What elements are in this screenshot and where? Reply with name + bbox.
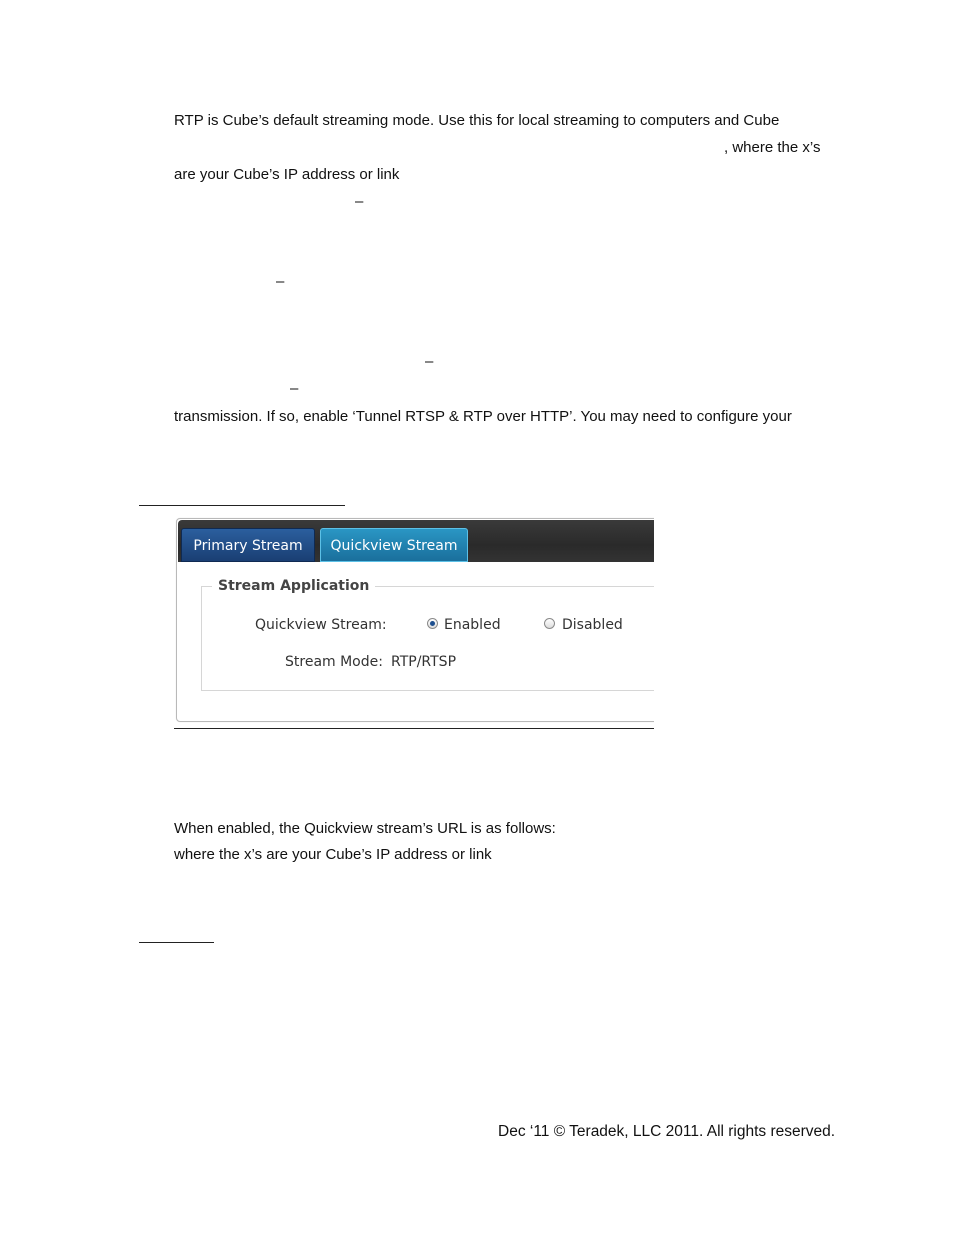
stream-application-group (201, 586, 654, 691)
quickview-url-note: where the x’s are your Cube’s IP address or link (174, 846, 492, 863)
enabled-radio[interactable] (427, 618, 438, 629)
disabled-radio[interactable] (544, 618, 555, 629)
dash-2: – (276, 273, 285, 290)
tab-bar (178, 520, 654, 562)
stream-application-title: Stream Application (212, 577, 375, 595)
quickview-stream-label: Quickview Stream: (255, 617, 387, 633)
stream-mode-value: RTP/RTSP (391, 654, 457, 670)
disabled-radio-label[interactable]: Disabled (562, 617, 623, 633)
footer-copyright: Dec ‘11 © Teradek, LLC 2011. All rights reserved. (498, 1123, 836, 1140)
paragraph-rtp-line-1: RTP is Cube’s default streaming mode. Use this for local streaming to computers and Cube (174, 112, 780, 129)
tab-primary-stream[interactable]: Primary Stream (181, 528, 315, 562)
section-heading-underline-2 (139, 942, 214, 943)
figure-underline (174, 728, 654, 729)
dash-1: – (355, 193, 364, 210)
paragraph-rtp-line-3: are your Cube’s IP address or link (174, 166, 400, 183)
quickview-url-intro: When enabled, the Quickview stream’s URL is as follows: (174, 820, 556, 837)
paragraph-transmission: transmission. If so, enable ‘Tunnel RTSP & RTP over HTTP’. You may need to configure your (174, 408, 792, 425)
dash-3: – (425, 353, 434, 370)
stream-mode-label: Stream Mode: (285, 654, 383, 670)
enabled-radio-label[interactable]: Enabled (444, 617, 501, 633)
quickview-settings-screenshot (174, 516, 654, 726)
tab-quickview-stream[interactable]: Quickview Stream (320, 528, 468, 562)
section-heading-underline (139, 505, 345, 506)
paragraph-rtp-line-2: , where the x’s (724, 139, 821, 156)
dash-4: – (290, 380, 299, 397)
